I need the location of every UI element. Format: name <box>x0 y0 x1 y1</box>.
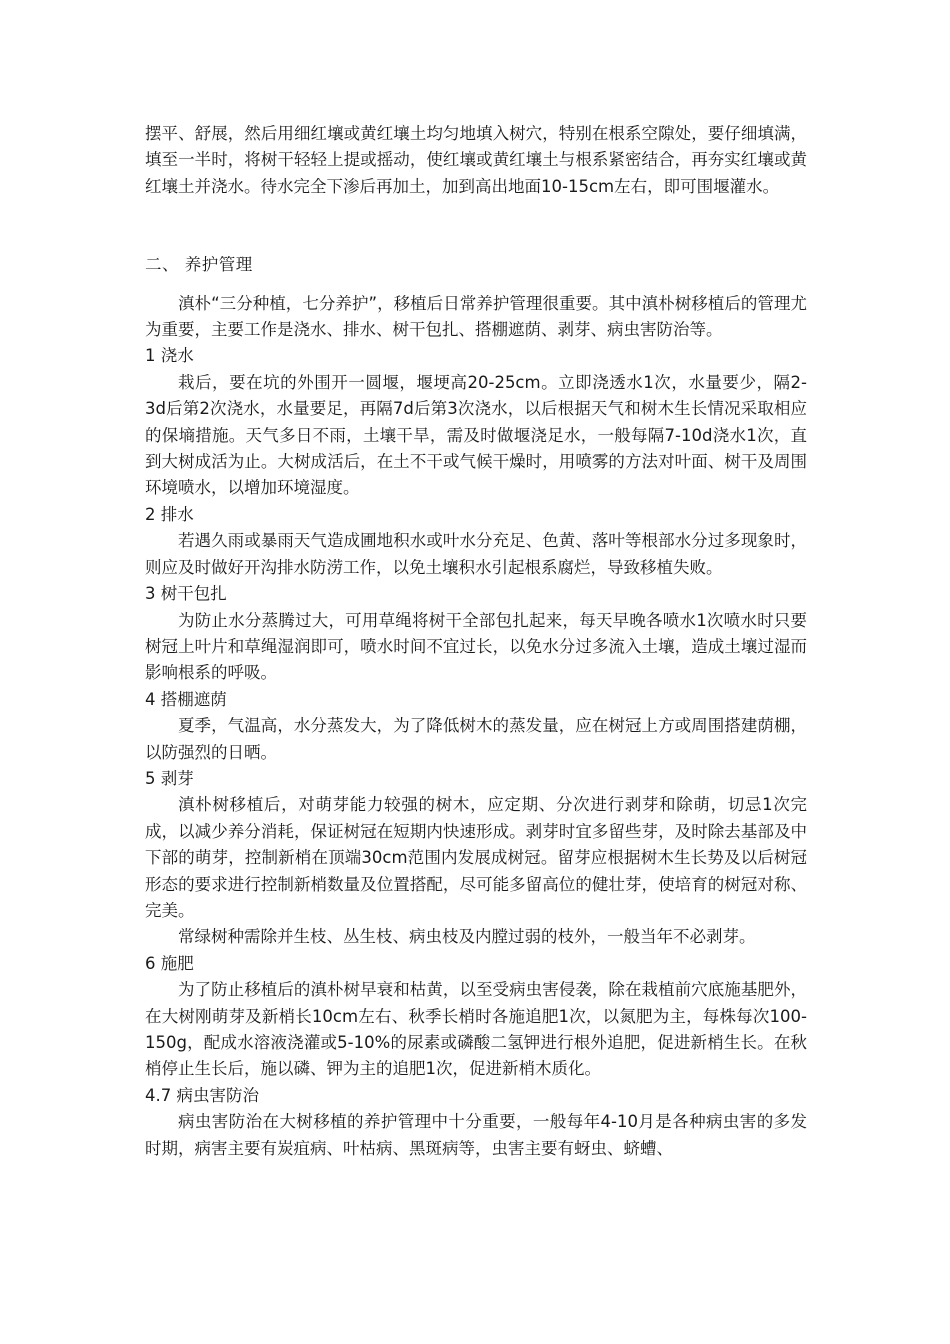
item-paragraph-pest-control: 病虫害防治在大树移植的养护管理中十分重要，一般每年4-10月是各种病虫害的多发时期，病害主要有炭疽病、叶枯病、黑斑病等，虫害主要有蚜虫、蛴螬、 <box>145 1112 807 1158</box>
item-heading-fertilizing: 6 施肥 <box>145 953 194 973</box>
item-heading-pest-control: 4.7 病虫害防治 <box>145 1085 259 1105</box>
item-paragraph-bud-removal-2: 常绿树种需除并生枝、丛生枝、病虫枝及内膛过弱的枝外，一般当年不必剥芽。 <box>178 927 756 947</box>
item-paragraph-bud-removal: 滇朴树移植后，对萌芽能力较强的树木，应定期、分次进行剥芽和除萌，切忌1次完成，以减少养分消耗，保证树冠在短期内快速形成。剥芽时宜多留些芽，及时除去基部及中下部的萌芽，控制新梢在顶端30cm范围内发展成树冠。留芽应根据树木生长势及以后树冠形态的要求进行控制新梢数量及位置搭配，尽可能多留高位的健壮芽，使培育的树冠对称、完美。 <box>145 795 807 920</box>
item-paragraph-fertilizing: 为了防止移植后的滇朴树早衰和枯黄，以至受病虫害侵袭，除在栽植前穴底施基肥外，在大树刚萌芽及新梢长10cm左右、秋季长梢时各施追肥1次，以氮肥为主，每株每次100-150g，配成水溶液浇灌或5-10%的尿素或磷酸二氢钾进行根外追肥，促进新梢生长。在秋梢停止生长后，施以磷、钾为主的追肥1次，促进新梢木质化。 <box>145 980 807 1079</box>
item-heading-trunk-wrapping: 3 树干包扎 <box>145 584 227 604</box>
document-page <box>145 121 807 1162</box>
item-heading-shading: 4 搭棚遮荫 <box>145 689 227 709</box>
spacer <box>145 279 807 291</box>
item-paragraph-drainage: 若遇久雨或暴雨天气造成圃地积水或叶水分充足、色黄、落叶等根部水分过多现象时，则应及时做好开沟排水防涝工作，以免土壤积水引起根系腐烂，导致移植失败。 <box>145 531 807 577</box>
intro-paragraph: 摆平、舒展，然后用细红壤或黄红壤土均匀地填入树穴，特别在根系空隙处，要仔细填满，填至一半时，将树干轻轻上提或摇动，使红壤或黄红壤土与根系紧密结合，再夯实红壤或黄红壤土并浇水。待水完全下渗后再加土，加到高出地面10-15cm左右，即可围堰灌水。 <box>145 124 807 196</box>
item-paragraph-shading: 夏季，气温高，水分蒸发大，为了降低树木的蒸发量，应在树冠上方或周围搭建荫棚，以防强烈的日晒。 <box>145 716 807 762</box>
item-heading-bud-removal: 5 剥芽 <box>145 768 194 788</box>
item-heading-watering: 1 浇水 <box>145 346 194 366</box>
item-paragraph-trunk-wrapping: 为防止水分蒸腾过大，可用草绳将树干全部包扎起来，每天早晚各喷水1次喷水时只要树冠上叶片和草绳湿润即可，喷水时间不宜过长，以免水分过多流入土壤，造成土壤过湿而影响根系的呼吸。 <box>145 610 807 683</box>
section-intro-paragraph: 滇朴“三分种植，七分养护”，移植后日常养护管理很重要。其中滇朴树移植后的管理尤为重要，主要工作是浇水、排水、树干包扎、搭棚遮荫、剥芽、病虫害防治等。 <box>145 293 807 340</box>
item-paragraph-watering: 栽后，要在坑的外围开一圆堰，堰埂高20-25cm。立即浇透水1次，水量要少，隔2-3d后第2次浇水，水量要足，再隔7d后第3次浇水，以后根据天气和树木生长情况采取相应的保墒措施。天气多日不雨，土壤干旱，需及时做堰浇足水，一般每隔7-10d浇水1次，直到大树成活为止。大树成活后，在土不干或气候干燥时，用喷雾的方法对叶面、树干及周围环境喷水，以增加环境湿度。 <box>145 372 807 498</box>
item-heading-drainage: 2 排水 <box>145 504 194 524</box>
section-title: 二、 养护管理 <box>145 255 253 275</box>
spacer <box>145 200 807 226</box>
